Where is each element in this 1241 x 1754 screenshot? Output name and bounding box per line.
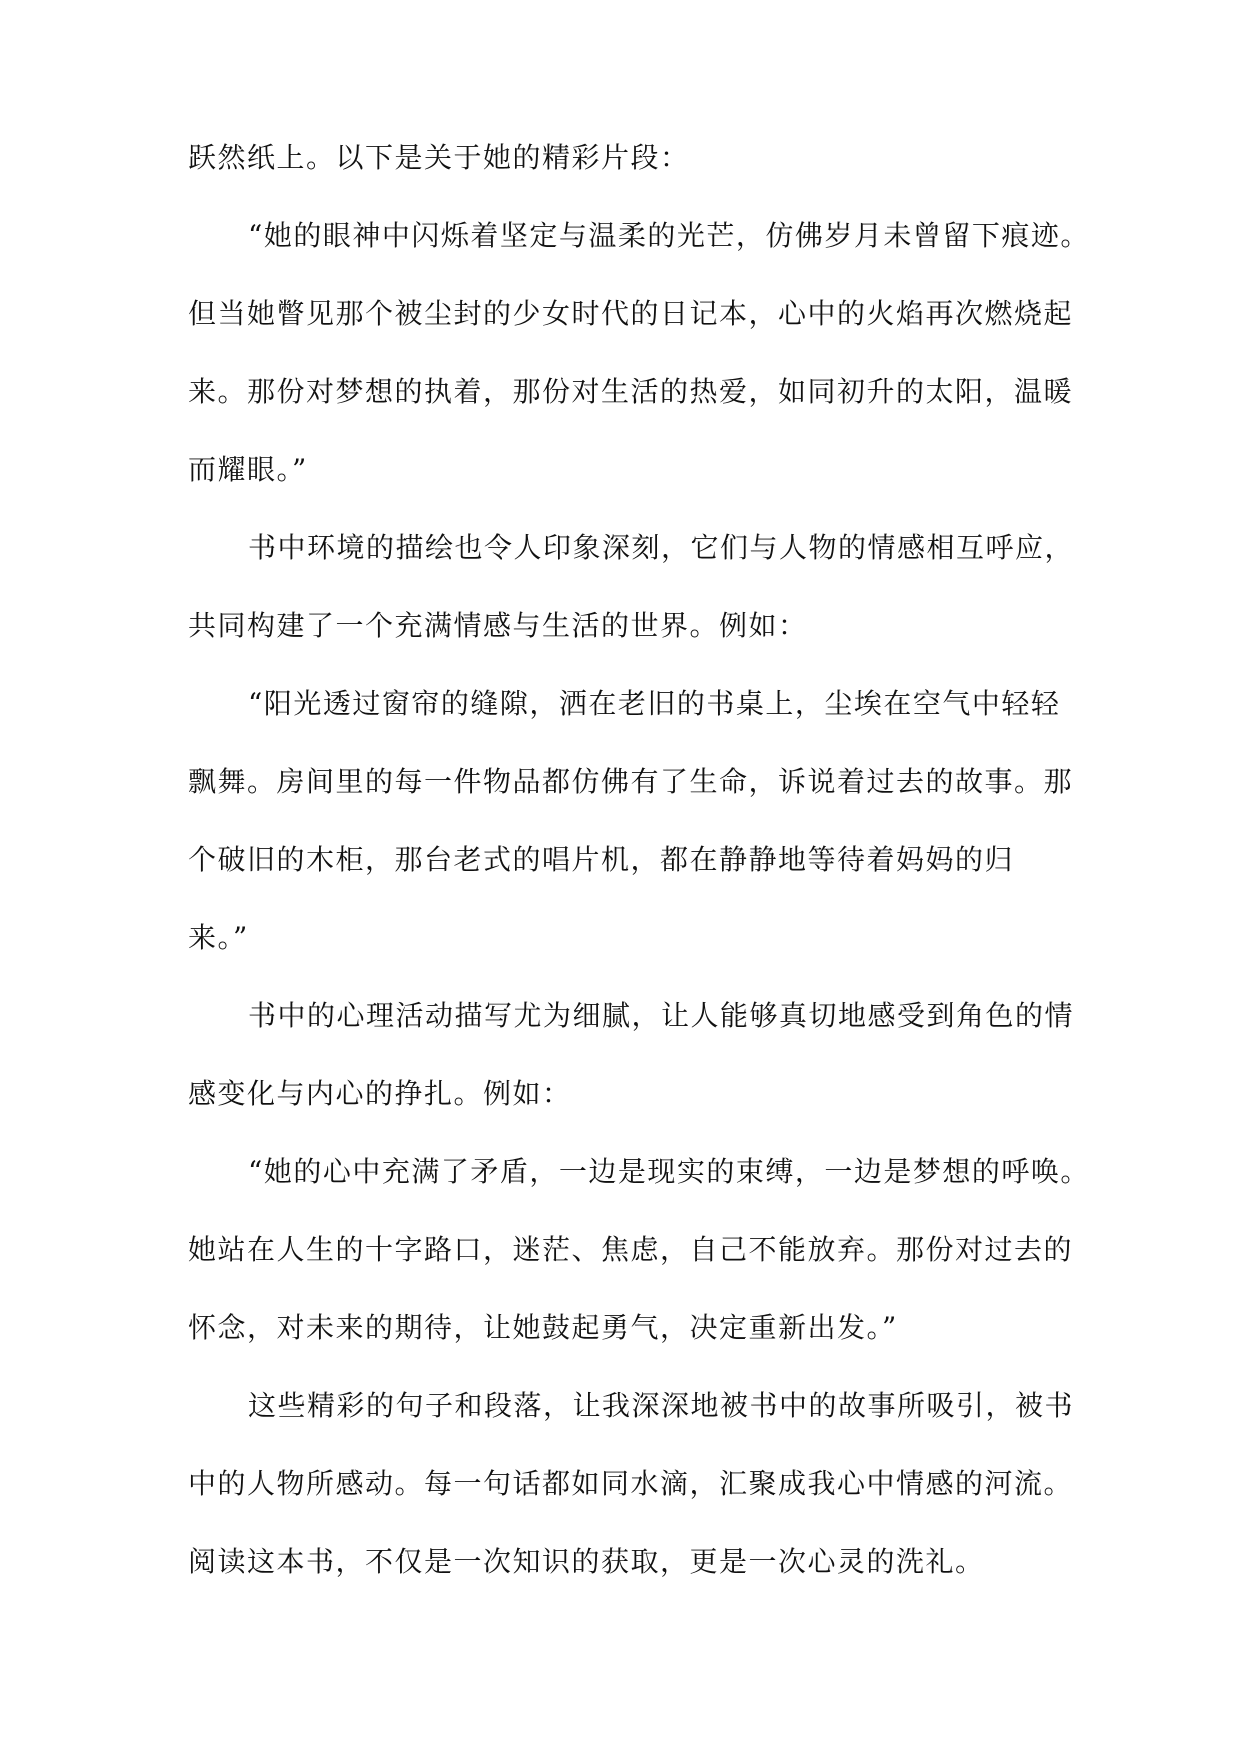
text-line: 怀念，对未来的期待，让她鼓起勇气，决定重新出发。”: [188, 1311, 898, 1344]
text-line: 跃然纸上。以下是关于她的精彩片段：: [188, 141, 690, 174]
text-line: 这些精彩的句子和段落，让我深深地被书中的故事所吸引，被书: [248, 1389, 1075, 1422]
text-line: “阳光透过窗帘的缝隙，洒在老旧的书桌上，尘埃在空气中轻轻: [248, 687, 1061, 720]
text-line: 飘舞。房间里的每一件物品都仿佛有了生命，诉说着过去的故事。那: [188, 765, 1074, 798]
text-line: 但当她瞥见那个被尘封的少女时代的日记本，心中的火焰再次燃烧起: [188, 297, 1074, 330]
text-line: 中的人物所感动。每一句话都如同水滴，汇聚成我心中情感的河流。: [188, 1467, 1074, 1500]
text-line: 来。那份对梦想的执着，那份对生活的热爱，如同初升的太阳，温暖: [188, 375, 1074, 408]
text-line: 她站在人生的十字路口，迷茫、焦虑，自己不能放弃。那份对过去的: [188, 1233, 1074, 1266]
text-line: 书中的心理活动描写尤为细腻，让人能够真切地感受到角色的情: [248, 999, 1075, 1032]
text-line: “她的心中充满了矛盾，一边是现实的束缚，一边是梦想的呼唤。: [248, 1155, 1090, 1188]
text-line: 个破旧的木柜，那台老式的唱片机，都在静静地等待着妈妈的归: [188, 843, 1015, 876]
text-line: “她的眼神中闪烁着坚定与温柔的光芒，仿佛岁月未曾留下痕迹。: [248, 219, 1090, 252]
text-line: 而耀眼。”: [188, 453, 308, 486]
text-line: 书中环境的描绘也令人印象深刻，它们与人物的情感相互呼应，: [248, 531, 1075, 564]
text-line: 共同构建了一个充满情感与生活的世界。例如：: [188, 609, 808, 642]
text-line: 来。”: [188, 921, 249, 954]
text-line: 阅读这本书，不仅是一次知识的获取，更是一次心灵的洗礼。: [188, 1545, 985, 1578]
text-line: 感变化与内心的挣扎。例如：: [188, 1077, 572, 1110]
